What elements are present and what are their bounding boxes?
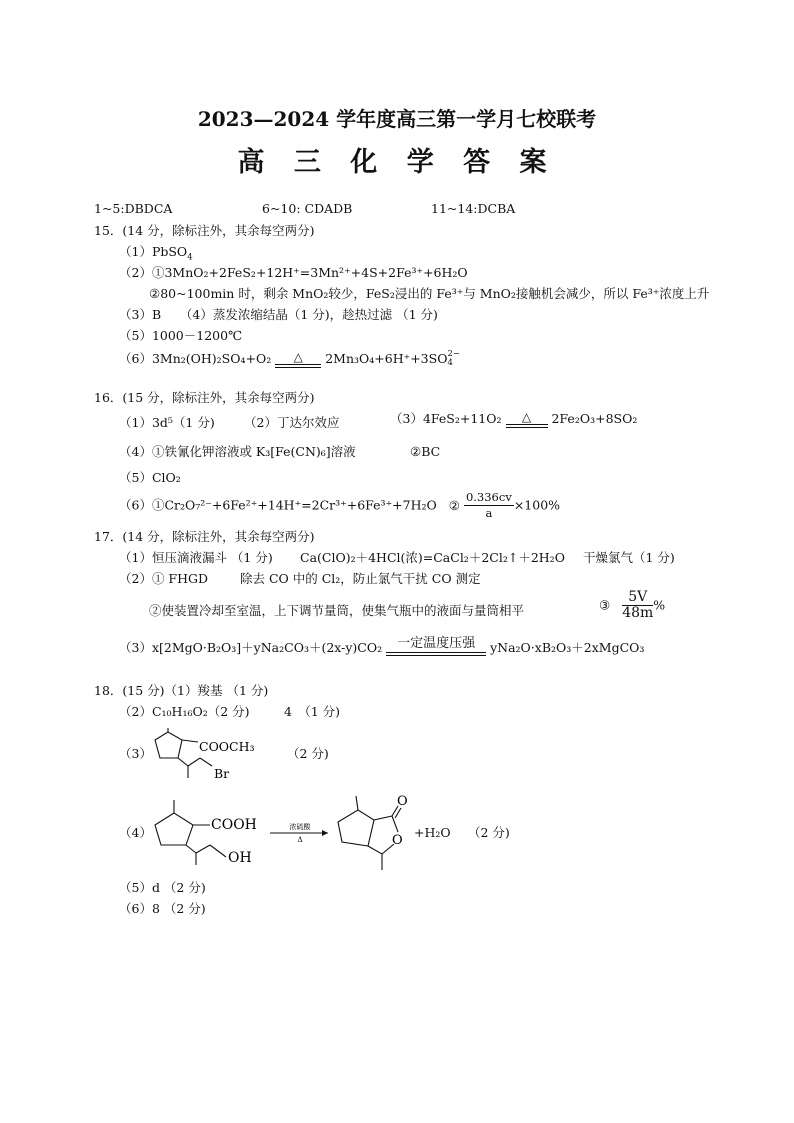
q15-part1-sub: 4 xyxy=(187,252,193,263)
q16-part2: （2）丁达尔效应 xyxy=(244,415,340,430)
q17-condition: 一定温度压强 xyxy=(397,636,476,651)
q17-part2c: ②使装置冷却至室温，上下调节量筒，使集气瓶中的液面与量筒相平 xyxy=(149,603,525,618)
q16-fraction xyxy=(464,490,514,521)
q18-part2b: 4 （1 分) xyxy=(284,704,341,719)
q15-part1-text: （1）PbSO xyxy=(119,244,188,259)
q16-part6 xyxy=(119,490,560,521)
q17-part3-right: yNa₂O·xB₂O₃＋2xMgCO₃ xyxy=(490,640,645,655)
carboxyl-label: COOH xyxy=(211,817,257,833)
q17-part1a: （1）恒压滴液漏斗 （1 分) xyxy=(119,550,273,565)
q16-part3-right: 2Fe₂O₃+8SO₂ xyxy=(551,411,638,426)
q17-part2b: 除去 CO 中的 Cl₂，防止氯气干扰 CO 测定 xyxy=(240,571,481,586)
page-title: 2023—2024 学年度高三第一学月七校联考 xyxy=(197,107,597,131)
q16-part1: （1）3d⁵（1 分) xyxy=(119,415,215,430)
q16-part6-percent: ×100% xyxy=(513,497,561,513)
heat-equals-sign xyxy=(275,350,321,368)
ester-group-label: COOCH₃ xyxy=(199,739,255,754)
q16-part3-left: （3）4FeS₂+11O₂ xyxy=(390,411,502,426)
q16-heading: 16．(15 分，除标注外，其余每空两分) xyxy=(94,390,315,405)
heat-symbol-2: △ xyxy=(521,410,532,424)
q16-frac-den: a xyxy=(485,506,493,520)
mc-answers-1: 1~5:DBDCA xyxy=(94,201,173,216)
q15-part5: （5）1000－1200℃ xyxy=(119,328,243,343)
ring-oxygen-label: O xyxy=(392,833,403,848)
q15-part2a: （2）①3MnO₂+2FeS₂+12H⁺=3Mn²⁺+4S+2Fe³⁺+6H₂O xyxy=(119,265,468,280)
q18-part3-label: （3） xyxy=(119,746,152,761)
q17-part3 xyxy=(119,636,644,656)
q18-heading: 18．(15 分)（1）羧基 （1 分) xyxy=(94,683,269,698)
bromine-label: Br xyxy=(214,766,230,781)
q17-part2a: （2）① FHGD xyxy=(119,571,209,586)
q18-part5: （5）d （2 分) xyxy=(119,880,206,895)
q16-frac-num: 0.336cv xyxy=(465,490,512,504)
q18-part2a: （2）C₁₀H₁₆O₂（2 分) xyxy=(119,704,250,719)
mc-answers-2: 6~10: CDADB xyxy=(262,201,353,216)
q16-part4b: ②BC xyxy=(410,444,441,459)
q16-part6-circle2: ② xyxy=(448,497,460,513)
hydroxyl-label: OH xyxy=(228,850,252,866)
q18-part4-label: （4） xyxy=(119,825,152,840)
q16-part5: （5）ClO₂ xyxy=(119,470,181,485)
heat-symbol: △ xyxy=(293,350,303,364)
mc-answers-3: 11~14:DCBA xyxy=(431,201,516,216)
condition-equals-sign xyxy=(386,636,486,656)
q16-part3 xyxy=(390,410,637,428)
q18-part4-water: +H₂O xyxy=(414,825,451,840)
q17-percent: % xyxy=(653,597,666,613)
q17-frac-num: 5V xyxy=(622,590,653,606)
q17-part2d xyxy=(599,590,665,621)
q17-frac-den: 48m xyxy=(622,605,654,621)
q17-part3-left: （3）x[2MgO·B₂O₃]＋yNa₂CO₃＋(2x-y)CO₂ xyxy=(119,640,383,655)
q17-heading: 17．(14 分，除标注外，其余每空两分) xyxy=(94,529,315,544)
sulfate-subscript: 4 xyxy=(447,358,453,368)
carbonyl-oxygen-label: O xyxy=(397,794,408,809)
q15-part3-4: （3）B （4）蒸发浓缩结晶（1 分)，趁热过滤 （1 分) xyxy=(119,307,438,322)
q18-part4-score: （2 分) xyxy=(468,825,510,840)
q15-part6-right: 2Mn₃O₄+6H⁺+3SO xyxy=(325,351,448,366)
structure-lactone xyxy=(330,790,415,880)
q15-part6-left: （6）3Mn₂(OH)₂SO₄+O₂ xyxy=(119,351,272,366)
q18-part3-score: （2 分) xyxy=(287,746,329,761)
q17-circle3: ③ xyxy=(599,597,611,613)
q15-part1 xyxy=(119,244,193,263)
heat-equals-sign-2 xyxy=(506,410,548,428)
q15-part6 xyxy=(119,350,460,368)
q16-part6-eq: （6）①Cr₂O₇²⁻+6Fe²⁺+14H⁺=2Cr³⁺+6Fe³⁺+7H₂O xyxy=(119,497,437,513)
q16-part4a: （4）①铁氰化钾溶液或 K₃[Fe(CN)₆]溶液 xyxy=(119,444,356,459)
structure-ester-bromide xyxy=(148,728,268,788)
structure-hydroxy-acid xyxy=(148,795,278,870)
q18-part6: （6）8 （2 分) xyxy=(119,901,206,916)
reaction-condition-top: 浓硫酸 xyxy=(289,823,311,831)
reaction-condition-bottom: Δ xyxy=(297,836,303,844)
page-subtitle: 高 三 化 学 答 案 xyxy=(237,147,557,178)
q17-part1b: Ca(ClO)₂＋4HCl(浓)=CaCl₂＋2Cl₂↑＋2H₂O xyxy=(300,550,565,565)
q17-fraction xyxy=(622,590,653,621)
q17-part1c: 干燥氯气（1 分) xyxy=(583,550,675,565)
q15-part2b: ②80~100min 时，剩余 MnO₂较少，FeS₂浸出的 Fe³⁺与 MnO₂接触机会减少，所以 Fe³⁺浓度上升 xyxy=(149,286,710,301)
sulfate-charge: 2− xyxy=(447,349,460,359)
reaction-arrow xyxy=(268,820,332,846)
q15-heading: 15．(14 分，除标注外，其余每空两分) xyxy=(94,223,315,238)
